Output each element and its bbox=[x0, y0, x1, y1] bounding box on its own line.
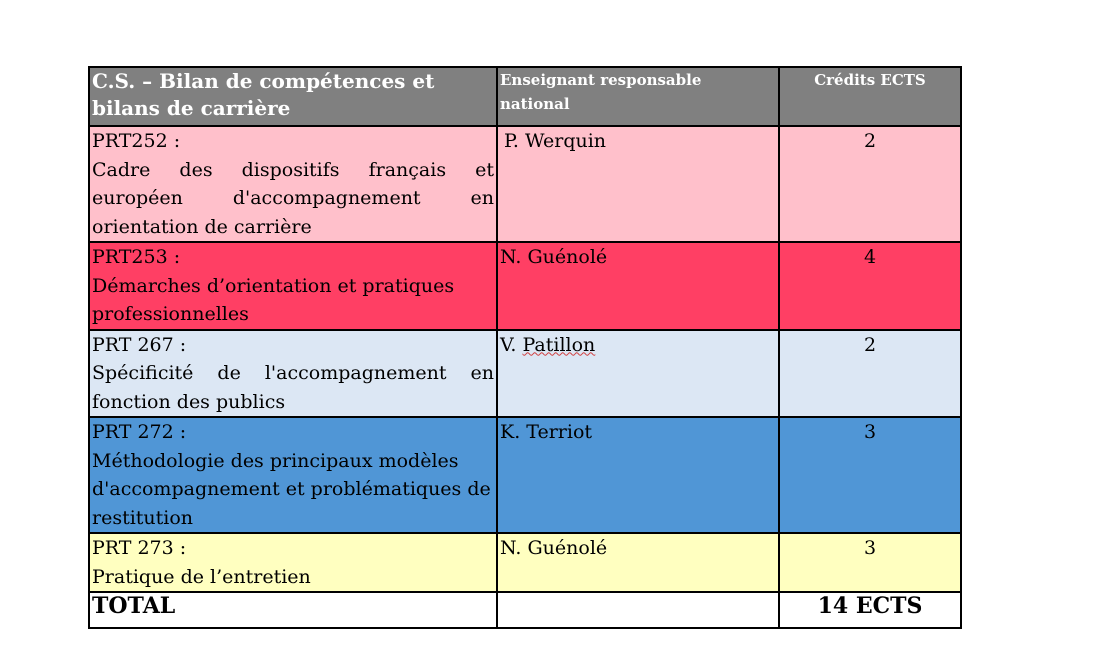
course-cell bbox=[89, 330, 497, 418]
ects-table bbox=[88, 66, 962, 629]
teacher-surname: Patillon bbox=[522, 333, 596, 356]
course-cell bbox=[89, 533, 497, 592]
course-title: Pratique de l’entretien bbox=[92, 565, 311, 588]
teacher-name: N. Guénolé bbox=[500, 537, 608, 559]
total-teacher-cell bbox=[497, 592, 779, 628]
credits-cell bbox=[779, 417, 961, 533]
table-row bbox=[89, 242, 961, 330]
course-title: Spécificité de l'accompagnement en fonction des publics bbox=[92, 362, 494, 413]
table-row bbox=[89, 126, 961, 242]
course-title: Cadre des dispositifs français et européen d'accompagnement en orientation de carrière bbox=[92, 158, 494, 238]
credits-cell bbox=[779, 126, 961, 242]
course-credits: 2 bbox=[863, 130, 877, 152]
teacher-cell bbox=[497, 330, 779, 418]
header-teacher: Enseignant responsable national bbox=[497, 67, 779, 126]
teacher-cell bbox=[497, 417, 779, 533]
course-credits: 4 bbox=[863, 246, 877, 268]
table-header-row bbox=[89, 67, 961, 126]
course-code: PRT253 : bbox=[92, 246, 181, 268]
teacher-name: K. Terriot bbox=[500, 421, 593, 443]
credits-cell bbox=[779, 242, 961, 330]
teacher-cell bbox=[497, 533, 779, 592]
header-program-title: C.S. – Bilan de compétences et bilans de carrière bbox=[89, 67, 497, 126]
teacher-name: P. Werquin bbox=[504, 130, 607, 152]
header-credits: Crédits ECTS bbox=[779, 67, 961, 126]
course-title: Démarches d’orientation et pratiques professionnelles bbox=[92, 274, 455, 325]
course-credits: 3 bbox=[863, 421, 877, 443]
course-title: Méthodologie des principaux modèles d'accompagnement et problématiques de restitution bbox=[92, 449, 491, 529]
credits-cell bbox=[779, 330, 961, 418]
course-cell bbox=[89, 126, 497, 242]
course-code: PRT252 : bbox=[92, 130, 181, 152]
total-row bbox=[89, 592, 961, 628]
course-cell bbox=[89, 242, 497, 330]
course-code: PRT 272 : bbox=[92, 421, 187, 443]
course-cell bbox=[89, 417, 497, 533]
teacher-initial: V. bbox=[500, 333, 523, 356]
table-row bbox=[89, 417, 961, 533]
course-credits: 2 bbox=[863, 333, 877, 356]
course-credits: 3 bbox=[863, 537, 877, 559]
teacher-cell bbox=[497, 242, 779, 330]
total-label: TOTAL bbox=[89, 592, 497, 628]
credits-cell bbox=[779, 533, 961, 592]
total-credits-cell bbox=[779, 592, 961, 628]
teacher-name bbox=[500, 331, 776, 360]
teacher-cell bbox=[497, 126, 779, 242]
total-credits: 14 ECTS bbox=[817, 593, 923, 619]
teacher-name: N. Guénolé bbox=[500, 246, 608, 268]
table-row bbox=[89, 533, 961, 592]
course-code: PRT 267 : bbox=[92, 333, 187, 356]
table-row bbox=[89, 330, 961, 418]
course-code: PRT 273 : bbox=[92, 537, 187, 559]
